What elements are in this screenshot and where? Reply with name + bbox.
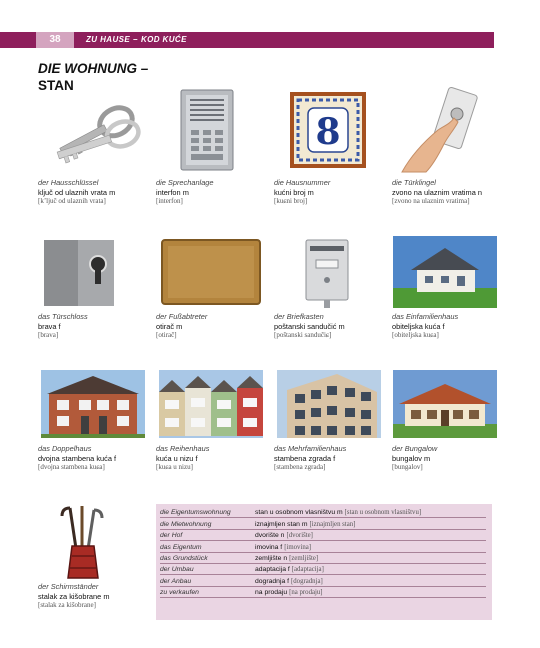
- vocab-term-de: das Eigentum: [160, 543, 202, 551]
- vocab-row: [160, 530, 486, 541]
- label-translation: stalak za kišobrane m: [38, 591, 110, 601]
- vocab-translation: [255, 531, 486, 540]
- label-pronunciation: [brava]: [38, 331, 59, 340]
- label-pronunciation: [interfon]: [156, 197, 183, 206]
- mailbox-image: [274, 236, 384, 310]
- label-translation: interfon m: [156, 187, 189, 197]
- label-pronunciation: [zvono na ulaznim vratima]: [392, 197, 470, 206]
- vocab-translation-text: imovina f: [255, 543, 283, 551]
- vocab-translation: [255, 508, 486, 517]
- label-de: das Türschloss: [38, 312, 88, 321]
- vocab-row: [160, 507, 486, 518]
- vocab-pronunciation: [adaptacija]: [291, 566, 324, 574]
- vocab-pronunciation: [iznajmljen stan]: [309, 520, 356, 528]
- label-de: der Schirmständer: [38, 582, 99, 591]
- vocab-translation: [255, 554, 486, 563]
- page-header-bar: [0, 32, 494, 48]
- vocab-pronunciation: [na prodaju]: [289, 589, 323, 597]
- vocab-term-de: der Hof: [160, 532, 183, 540]
- vocab-translation-text: iznajmljen stan m: [255, 520, 308, 528]
- label-apartment-building: [274, 444, 386, 473]
- vocab-translation-text: adaptacija f: [255, 566, 290, 574]
- apartment-building-image: [274, 370, 384, 438]
- umbrella-stand-image: [48, 502, 118, 582]
- label-translation: otirač m: [156, 321, 183, 331]
- section-title-separator: –: [133, 35, 138, 44]
- label-translation: stambena zgrada f: [274, 453, 336, 463]
- label-semi-detached-house: [38, 444, 150, 473]
- vocab-pronunciation: [zemljište]: [289, 554, 319, 562]
- label-translation: dvojna stambena kuća f: [38, 453, 117, 463]
- label-translation: obiteljska kuća f: [392, 321, 445, 331]
- label-house-key: [38, 178, 150, 207]
- vocab-translation-text: dogradnja f: [255, 577, 290, 585]
- label-pronunciation: [otirač]: [156, 331, 177, 340]
- vocab-translation-text: stan u osobnom vlasništvu m: [255, 509, 343, 517]
- semi-detached-house-image: [38, 370, 148, 438]
- vocab-pronunciation: [dvorište]: [286, 532, 313, 540]
- label-de: das Reihenhaus: [156, 444, 210, 453]
- page-title-hr: STAN: [38, 78, 74, 93]
- vocabulary-table: [156, 504, 492, 620]
- vocab-translation-text: zemljište n: [255, 554, 288, 562]
- vocab-pronunciation: [imovina]: [284, 543, 312, 551]
- vocab-translation: [255, 588, 486, 597]
- page-number: 38: [36, 32, 74, 48]
- label-de: der Hausschlüssel: [38, 178, 99, 187]
- label-translation: bungalov m: [392, 453, 431, 463]
- label-single-family-house: [392, 312, 504, 341]
- section-title-de: ZU HAUSE: [86, 35, 131, 44]
- section-title: [86, 32, 190, 48]
- single-family-house-image: [390, 236, 500, 308]
- vocab-translation-text: dvorište n: [255, 532, 285, 540]
- label-pronunciation: [kʼljuč od ulaznih vrata]: [38, 197, 106, 206]
- vocab-translation: [255, 565, 486, 574]
- label-pronunciation: [stambena zgrada]: [274, 463, 326, 472]
- vocab-row: [160, 541, 486, 552]
- label-pronunciation: [kuɕni broj]: [274, 197, 308, 206]
- label-translation: brava f: [38, 321, 61, 331]
- vocab-row: [160, 518, 486, 529]
- label-de: die Sprechanlage: [156, 178, 214, 187]
- label-translation: kuća u nizu f: [156, 453, 198, 463]
- label-doorbell: [392, 178, 504, 207]
- label-de: das Einfamilienhaus: [392, 312, 459, 321]
- label-intercom: [156, 178, 268, 207]
- doorbell-image: [392, 84, 502, 174]
- vocab-row: [160, 564, 486, 575]
- label-door-lock: [38, 312, 150, 341]
- page-title-de: DIE WOHNUNG –: [38, 61, 149, 76]
- label-de: das Doppelhaus: [38, 444, 92, 453]
- label-pronunciation: [bungalov]: [392, 463, 423, 472]
- label-de: der Briefkasten: [274, 312, 324, 321]
- vocab-translation-text: na prodaju: [255, 589, 288, 597]
- door-lock-image: [42, 238, 152, 308]
- label-bungalow: [392, 444, 504, 473]
- vocab-term-de: die Mietwohnung: [160, 520, 212, 528]
- label-de: die Hausnummer: [274, 178, 331, 187]
- label-pronunciation: [stalak za kišobrane]: [38, 601, 96, 610]
- vocab-term-de: der Umbau: [160, 566, 194, 574]
- label-translation: zvono na ulaznim vratima n: [392, 187, 482, 197]
- label-de: der Fußabtreter: [156, 312, 208, 321]
- label-umbrella-stand: [38, 582, 154, 611]
- svg-text:8: 8: [315, 111, 341, 153]
- label-door-mat: [156, 312, 268, 341]
- section-title-hr: KOD KUĆE: [140, 35, 187, 44]
- bungalow-image: [390, 370, 500, 438]
- vocab-row: [160, 575, 486, 586]
- vocab-pronunciation: [dogradnja]: [291, 577, 323, 585]
- vocab-term-de: zu verkaufen: [160, 589, 199, 597]
- vocab-translation: [255, 577, 486, 586]
- terraced-house-image: [156, 370, 266, 438]
- label-house-number: [274, 178, 386, 207]
- house-key-image: [38, 96, 148, 174]
- door-mat-image: [156, 234, 266, 310]
- label-pronunciation: [poštanski sandučiɕ]: [274, 331, 332, 340]
- label-pronunciation: [dvojna stambena kuɕa]: [38, 463, 105, 472]
- label-pronunciation: [kuɕa u nizu]: [156, 463, 193, 472]
- intercom-image: [156, 88, 266, 172]
- vocab-row: [160, 553, 486, 564]
- label-translation: ključ od ulaznih vrata m: [38, 187, 116, 197]
- vocab-row: [160, 587, 486, 598]
- vocab-term-de: die Eigentumswohnung: [160, 509, 231, 517]
- label-pronunciation: [obiteljska kuɕa]: [392, 331, 439, 340]
- label-translation: kućni broj m: [274, 187, 314, 197]
- label-translation: poštanski sandučić m: [274, 321, 345, 331]
- vocab-term-de: das Grundstück: [160, 554, 208, 562]
- label-mailbox: [274, 312, 386, 341]
- vocab-pronunciation: [stan u osobnom vlasništvu]: [344, 509, 422, 517]
- vocab-translation: [255, 520, 486, 529]
- label-de: die Türklingel: [392, 178, 436, 187]
- vocab-translation: [255, 543, 486, 552]
- label-de: das Mehrfamilienhaus: [274, 444, 347, 453]
- house-number-image: [274, 92, 384, 170]
- label-de: der Bungalow: [392, 444, 438, 453]
- label-terraced-house: [156, 444, 268, 473]
- vocab-term-de: der Anbau: [160, 577, 192, 585]
